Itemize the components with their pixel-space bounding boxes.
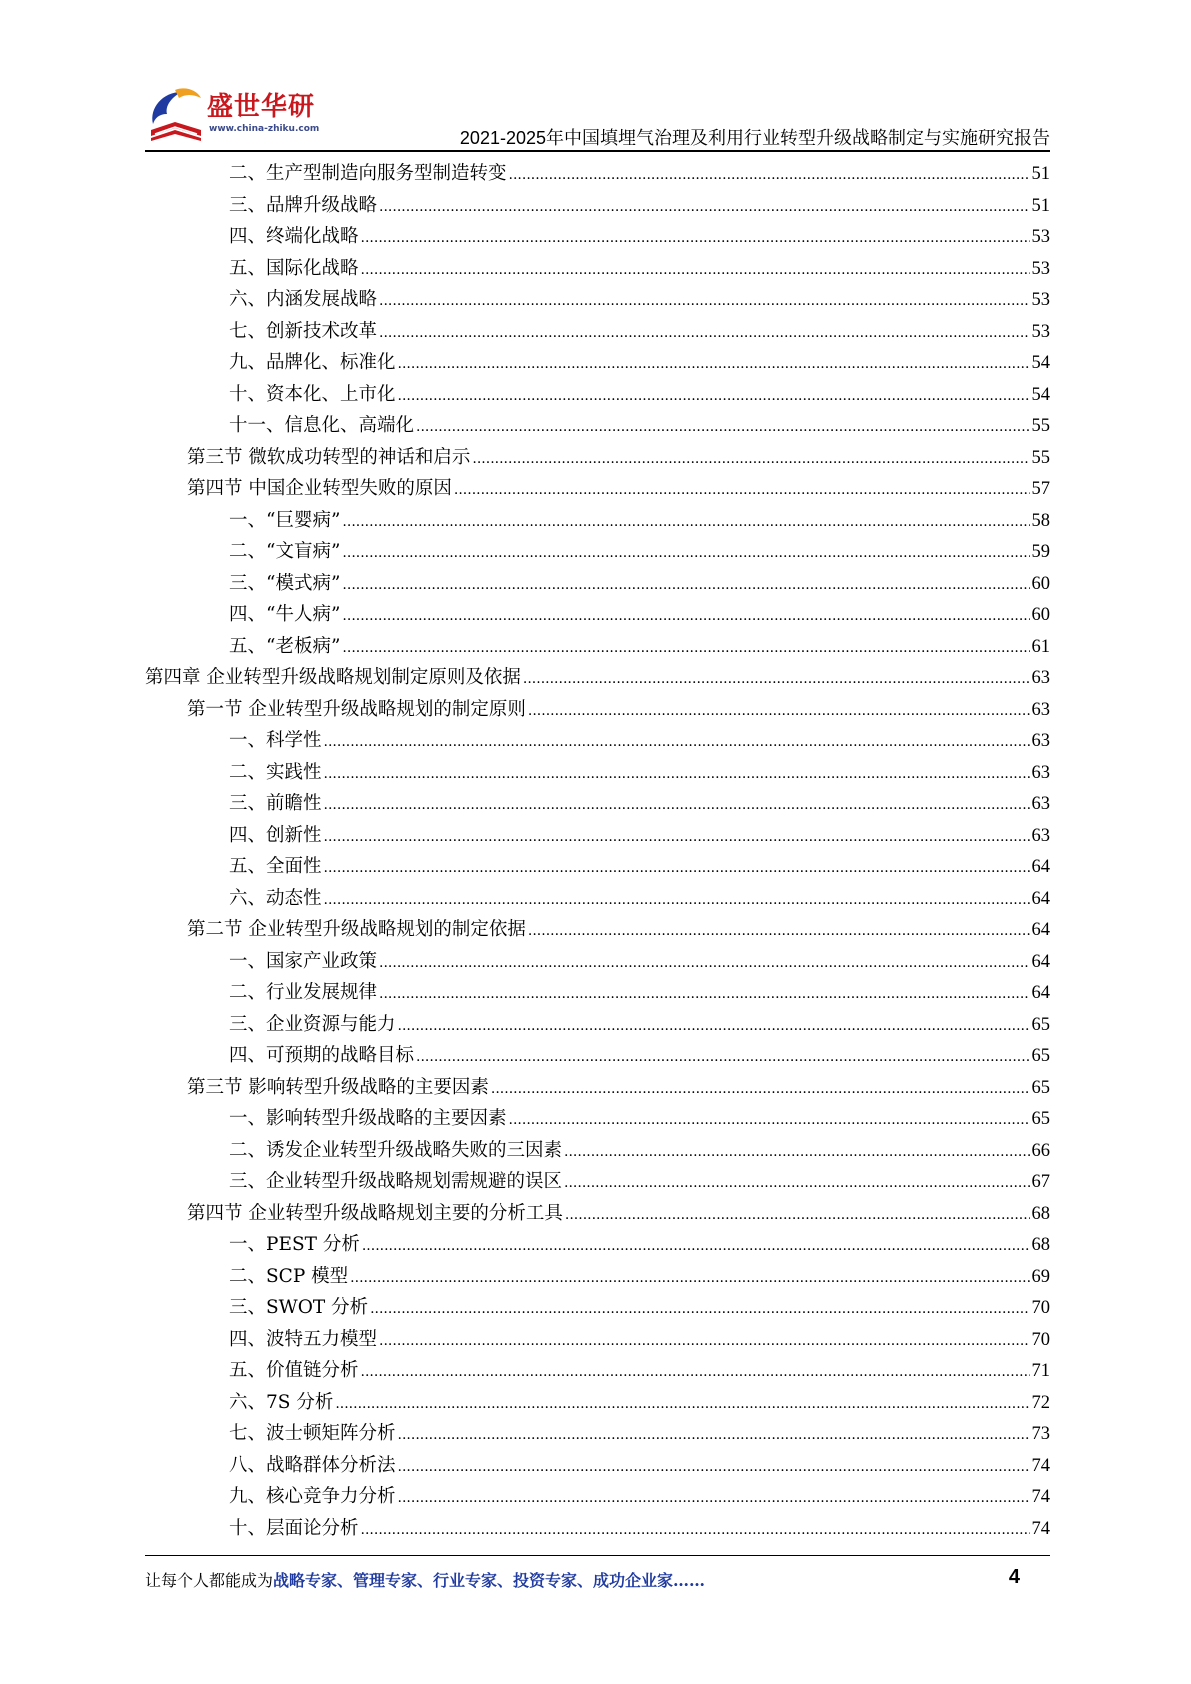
toc-entry-page: 57	[1031, 479, 1050, 499]
toc-entry[interactable]	[145, 380, 1050, 412]
toc-entry-page: 63	[1031, 825, 1050, 846]
toc-entry-title: 五、“老板病”	[229, 635, 341, 657]
toc-dot-leader	[491, 1081, 1030, 1097]
toc-entry-title: 第四节 中国企业转型失败的原因	[187, 478, 452, 499]
toc-entry-page: 74	[1031, 1518, 1050, 1539]
toc-entry[interactable]	[145, 884, 1050, 916]
toc-entry-page: 63	[1031, 731, 1050, 751]
toc-dot-leader	[379, 325, 1029, 341]
toc-entry-title: 八、战略群体分析法	[229, 1454, 396, 1476]
toc-entry-title: 四、创新性	[229, 824, 322, 846]
toc-entry-page: 58	[1031, 510, 1050, 531]
toc-dot-leader	[398, 356, 1030, 372]
toc-dot-leader	[324, 734, 1030, 750]
toc-dot-leader	[398, 388, 1030, 404]
toc-entry-title: 第三节 微软成功转型的神话和启示	[187, 446, 471, 468]
toc-entry-title: 第四章 企业转型升级战略规划制定原则及依据	[145, 667, 521, 688]
toc-dot-leader	[342, 608, 1029, 624]
toc-entry[interactable]	[145, 600, 1050, 632]
toc-entry-page: 53	[1031, 258, 1050, 279]
toc-entry-page: 65	[1031, 1109, 1050, 1129]
toc-entry[interactable]	[145, 915, 1050, 947]
toc-entry-page: 69	[1031, 1266, 1050, 1287]
toc-entry[interactable]	[145, 1010, 1050, 1042]
toc-dot-leader	[398, 1018, 1030, 1034]
toc-entry-page: 72	[1031, 1392, 1050, 1413]
toc-entry-page: 74	[1031, 1487, 1050, 1507]
toc-dot-leader	[509, 1112, 1030, 1128]
page-number: 4	[1008, 1566, 1020, 1588]
toc-entry-title: 十、层面论分析	[229, 1517, 359, 1539]
toc-entry-title: 三、品牌升级战略	[229, 194, 378, 216]
toc-dot-leader	[523, 671, 1030, 687]
toc-dot-leader	[416, 1049, 1029, 1065]
table-of-contents	[145, 159, 1050, 1545]
toc-entry-title: 四、可预期的战略目标	[229, 1045, 415, 1066]
toc-entry-title: 六、动态性	[229, 887, 322, 909]
toc-entry[interactable]	[145, 1325, 1050, 1357]
toc-entry-page: 64	[1031, 857, 1050, 877]
toc-entry-title: 三、SWOT 分析	[229, 1297, 369, 1318]
toc-entry-title: 三、企业转型升级战略规划需规避的误区	[229, 1171, 563, 1192]
toc-entry[interactable]	[145, 947, 1050, 979]
toc-entry-title: 一、科学性	[229, 730, 322, 751]
toc-entry[interactable]	[145, 852, 1050, 884]
toc-entry-page: 70	[1031, 1298, 1050, 1318]
toc-entry-title: 二、行业发展规律	[229, 982, 378, 1003]
report-title: 2021-2025年中国填埋气治理及利用行业转型升级战略制定与实施研究报告	[459, 128, 1050, 148]
toc-entry-title: 二、生产型制造向服务型制造转变	[229, 163, 507, 184]
toc-entry[interactable]	[145, 317, 1050, 349]
toc-entry-title: 三、前瞻性	[229, 793, 322, 814]
toc-entry-title: 三、企业资源与能力	[229, 1013, 396, 1035]
toc-entry-title: 二、SCP 模型	[229, 1265, 349, 1287]
toc-entry-page: 55	[1031, 416, 1050, 436]
toc-dot-leader	[379, 986, 1029, 1002]
toc-entry-page: 53	[1031, 290, 1050, 310]
toc-entry-page: 73	[1031, 1424, 1050, 1444]
toc-entry-page: 65	[1031, 1014, 1050, 1035]
toc-entry[interactable]	[145, 569, 1050, 601]
toc-entry[interactable]	[145, 1230, 1050, 1262]
toc-dot-leader	[472, 451, 1029, 467]
toc-entry-page: 63	[1031, 794, 1050, 814]
toc-entry-title: 二、实践性	[229, 761, 322, 783]
toc-entry-page: 60	[1031, 573, 1050, 594]
toc-dot-leader	[398, 1427, 1030, 1443]
toc-entry-page: 70	[1031, 1329, 1050, 1350]
toc-entry-page: 51	[1031, 195, 1050, 216]
toc-entry[interactable]	[145, 1199, 1050, 1231]
toc-entry[interactable]	[145, 978, 1050, 1010]
toc-dot-leader	[416, 419, 1029, 435]
toc-entry[interactable]	[145, 632, 1050, 664]
toc-entry-page: 59	[1031, 542, 1050, 562]
toc-dot-leader	[379, 1333, 1029, 1349]
toc-entry-title: 六、内涵发展战略	[229, 289, 378, 310]
slogan-prefix: 让每个人都能成为	[145, 1571, 274, 1590]
toc-entry-page: 65	[1031, 1077, 1050, 1098]
toc-entry[interactable]	[145, 1167, 1050, 1199]
toc-dot-leader	[324, 766, 1030, 782]
toc-dot-leader	[361, 230, 1030, 246]
toc-dot-leader	[564, 1144, 1029, 1160]
toc-dot-leader	[379, 199, 1029, 215]
toc-entry-page: 55	[1031, 447, 1050, 468]
toc-dot-leader	[350, 1270, 1029, 1286]
toc-entry-title: 第一节 企业转型升级战略规划的制定原则	[187, 698, 526, 720]
footer-divider	[145, 1555, 1050, 1556]
toc-entry[interactable]	[145, 1041, 1050, 1073]
toc-entry-page: 66	[1031, 1140, 1050, 1161]
toc-entry[interactable]	[145, 726, 1050, 758]
toc-dot-leader	[324, 860, 1030, 876]
toc-entry-title: 九、核心竞争力分析	[229, 1486, 396, 1507]
toc-entry-title: 四、“牛人病”	[229, 604, 341, 625]
toc-dot-leader	[528, 923, 1030, 939]
toc-dot-leader	[398, 1459, 1030, 1475]
toc-entry-page: 63	[1031, 762, 1050, 783]
toc-dot-leader	[370, 1301, 1029, 1317]
toc-entry-title: 五、全面性	[229, 856, 322, 877]
slogan-emphasis: 战略专家、管理专家、行业专家、投资专家、成功企业家……	[273, 1571, 706, 1590]
toc-entry-page: 51	[1031, 164, 1050, 184]
toc-entry-page: 61	[1031, 636, 1050, 657]
toc-entry-page: 67	[1031, 1172, 1050, 1192]
toc-entry-title: 六、7S 分析	[229, 1391, 334, 1413]
toc-entry[interactable]	[145, 695, 1050, 727]
toc-entry[interactable]	[145, 1419, 1050, 1451]
toc-dot-leader	[342, 640, 1029, 656]
toc-dot-leader	[509, 167, 1030, 183]
toc-dot-leader	[454, 482, 1030, 498]
toc-entry[interactable]	[145, 1388, 1050, 1420]
toc-entry-title: 第三节 影响转型升级战略的主要因素	[187, 1076, 489, 1098]
toc-entry-page: 63	[1031, 699, 1050, 720]
toc-dot-leader	[342, 514, 1029, 530]
toc-entry[interactable]	[145, 159, 1050, 191]
toc-dot-leader	[324, 829, 1030, 845]
toc-dot-leader	[335, 1396, 1029, 1412]
toc-dot-leader	[398, 1490, 1030, 1506]
toc-dot-leader	[342, 577, 1029, 593]
toc-entry-title: 十、资本化、上市化	[229, 383, 396, 405]
toc-entry-page: 64	[1031, 920, 1050, 940]
toc-entry[interactable]	[145, 821, 1050, 853]
toc-entry-page: 63	[1031, 668, 1050, 688]
toc-dot-leader	[361, 1522, 1030, 1538]
toc-entry-title: 一、“巨婴病”	[229, 509, 341, 531]
toc-entry-title: 二、“文盲病”	[229, 541, 341, 562]
toc-entry[interactable]	[145, 191, 1050, 223]
toc-entry-title: 第四节 企业转型升级战略规划主要的分析工具	[187, 1202, 563, 1224]
toc-entry-page: 71	[1031, 1361, 1050, 1381]
toc-entry[interactable]	[145, 1073, 1050, 1105]
toc-entry-title: 第二节 企业转型升级战略规划的制定依据	[187, 919, 526, 940]
toc-entry-page: 53	[1031, 321, 1050, 342]
toc-entry[interactable]	[145, 285, 1050, 317]
footer-slogan	[145, 1568, 705, 1591]
toc-entry[interactable]	[145, 411, 1050, 443]
toc-dot-leader	[564, 1175, 1029, 1191]
toc-entry-page: 53	[1031, 227, 1050, 247]
toc-entry[interactable]	[145, 222, 1050, 254]
toc-entry[interactable]	[145, 1104, 1050, 1136]
toc-entry-page: 64	[1031, 888, 1050, 909]
toc-dot-leader	[324, 892, 1030, 908]
toc-entry[interactable]	[145, 506, 1050, 538]
toc-dot-leader	[528, 703, 1030, 719]
toc-entry-title: 四、波特五力模型	[229, 1328, 378, 1350]
toc-dot-leader	[362, 1238, 1030, 1254]
toc-entry[interactable]	[145, 1136, 1050, 1168]
page-header	[145, 80, 1050, 150]
book-swirl-logo-icon	[145, 84, 207, 146]
header-divider	[145, 150, 1050, 152]
toc-entry-page: 68	[1031, 1203, 1050, 1224]
toc-entry-title: 十一、信息化、高端化	[229, 415, 415, 436]
toc-entry[interactable]	[145, 1451, 1050, 1483]
toc-entry[interactable]	[145, 1293, 1050, 1325]
toc-entry[interactable]	[145, 789, 1050, 821]
page-footer	[145, 1568, 1050, 1598]
toc-entry-page: 54	[1031, 353, 1050, 373]
toc-entry-title: 一、PEST 分析	[229, 1234, 360, 1255]
toc-entry-title: 二、诱发企业转型升级战略失败的三因素	[229, 1139, 563, 1161]
brand-name: 盛世华研	[207, 92, 316, 122]
toc-entry[interactable]	[145, 348, 1050, 380]
toc-entry[interactable]	[145, 758, 1050, 790]
toc-entry-page: 64	[1031, 983, 1050, 1003]
toc-entry-page: 68	[1031, 1235, 1050, 1255]
toc-entry[interactable]	[145, 1514, 1050, 1546]
toc-entry-title: 五、价值链分析	[229, 1360, 359, 1381]
toc-entry-page: 60	[1031, 605, 1050, 625]
toc-entry-title: 七、创新技术改革	[229, 320, 378, 342]
toc-entry[interactable]	[145, 474, 1050, 506]
toc-entry[interactable]	[145, 537, 1050, 569]
toc-entry-title: 一、影响转型升级战略的主要因素	[229, 1108, 507, 1129]
toc-entry-title: 四、终端化战略	[229, 226, 359, 247]
brand-logo	[145, 84, 320, 144]
toc-entry-title: 三、“模式病”	[229, 572, 341, 594]
toc-entry-page: 64	[1031, 951, 1050, 972]
toc-entry[interactable]	[145, 1356, 1050, 1388]
toc-dot-leader	[379, 955, 1029, 971]
toc-entry-page: 74	[1031, 1455, 1050, 1476]
toc-entry[interactable]	[145, 663, 1050, 695]
toc-entry-page: 54	[1031, 384, 1050, 405]
toc-dot-leader	[361, 1364, 1030, 1380]
toc-entry-title: 七、波士顿矩阵分析	[229, 1423, 396, 1444]
toc-entry-title: 五、国际化战略	[229, 257, 359, 279]
toc-dot-leader	[324, 797, 1030, 813]
toc-dot-leader	[361, 262, 1030, 278]
toc-entry-title: 九、品牌化、标准化	[229, 352, 396, 373]
toc-entry[interactable]	[145, 254, 1050, 286]
toc-dot-leader	[342, 545, 1029, 561]
brand-url: www.china-zhiku.com	[209, 124, 320, 134]
toc-entry-title: 一、国家产业政策	[229, 950, 378, 972]
toc-entry[interactable]	[145, 1262, 1050, 1294]
toc-entry[interactable]	[145, 1482, 1050, 1514]
toc-dot-leader	[565, 1207, 1030, 1223]
toc-dot-leader	[379, 293, 1029, 309]
toc-entry[interactable]	[145, 443, 1050, 475]
toc-entry-page: 65	[1031, 1046, 1050, 1066]
